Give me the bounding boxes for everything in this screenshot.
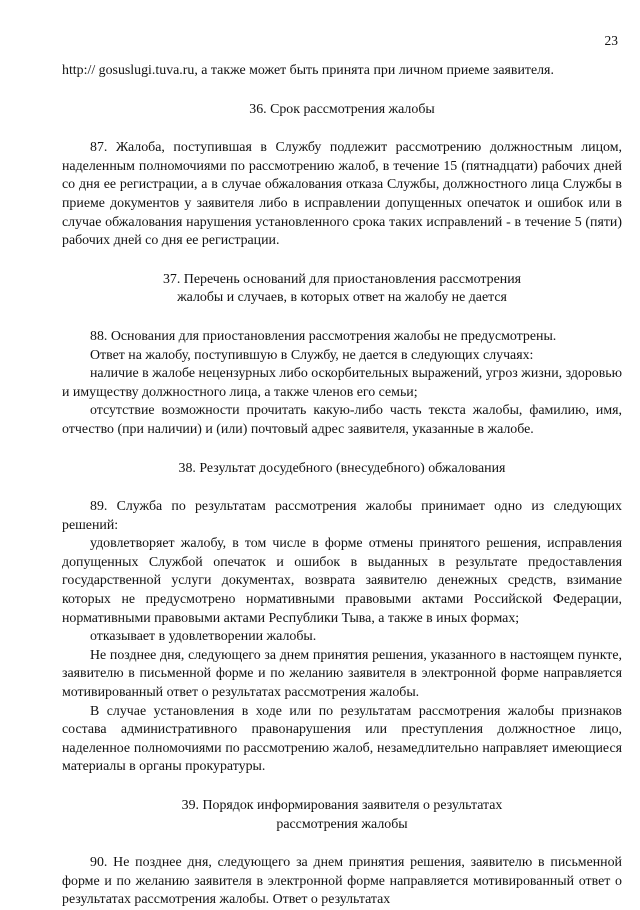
paragraph: Ответ на жалобу, поступившую в Службу, не дается в следующих случаях:: [90, 347, 534, 363]
paragraph: 89. Служба по результатам рассмотрения жалобы принимает одно из следующих решений:: [62, 499, 622, 533]
spacer: [62, 478, 622, 498]
spacer: [62, 308, 622, 328]
document-body: [62, 62, 622, 910]
page-number: 23: [604, 33, 618, 48]
paragraph: Не позднее дня, следующего за днем принятия решения, указанного в настоящем пункте, заявителю в письменной форме и по желанию заявителя в электронной форме направляется мотивированный ответ о результатах рассмотрения жалобы.: [62, 647, 622, 701]
spacer: [62, 251, 622, 271]
spacer: [62, 777, 622, 797]
section-heading: 39. Порядок информирования заявителя о результатах: [181, 798, 503, 813]
paragraph: удовлетворяет жалобу, в том числе в форме отмены принятого решения, исправления допущенных Службой опечаток и ошибок в выданных в результате предоставления государственной услуги документах, возврата заявителю денежных средств, взимание которых не предусмотрено нормативными правовыми актами Российской Федерации, нормативными правовыми актами Республики Тыва, а также в иных формах;: [62, 536, 622, 626]
spacer: [62, 81, 622, 101]
section-heading: рассмотрения жалобы: [276, 816, 408, 832]
paragraph: наличие в жалобе нецензурных либо оскорбительных выражений, угроз жизни, здоровью и имуществу должностного лица, а также членов его семьи;: [62, 366, 622, 400]
paragraph: отсутствие возможности прочитать какую-либо часть текста жалобы, фамилию, имя, отчество (при наличии) и (или) почтовый адрес заявителя, указанные в жалобе.: [62, 403, 622, 437]
paragraph: 87. Жалоба, поступившая в Службу подлежит рассмотрению должностным лицом, наделенным полномочиями по рассмотрению жалоб, в течение 15 (пятнадцати) рабочих дней со дня ее регистрации, а в случае обжалования отказа Службы, должностного лица Службы в приеме документов у заявителя либо в исправлении допущенных опечаток и ошибок или в случае обжалования нарушения установленного срока таких исправлений - в течение 5 (пяти) рабочих дней со дня ее регистрации.: [62, 140, 622, 249]
section-heading: жалобы и случаев, в которых ответ на жалобу не дается: [177, 290, 507, 306]
paragraph: В случае установления в ходе или по результатам рассмотрения жалобы признаков состава административного правонарушения или преступления должностное лицо, наделенное полномочиями по рассмотрению жалоб, незамедлительно направляет имеющиеся материалы в органы прокуратуры.: [62, 703, 622, 775]
paragraph: отказывает в удовлетворении жалобы.: [90, 629, 317, 645]
spacer: [62, 440, 622, 460]
section-heading: 38. Результат досудебного (внесудебного) обжалования: [178, 460, 506, 476]
paragraph: http:// gosuslugi.tuva.ru, а также может быть принята при личном приеме заявителя.: [62, 63, 554, 78]
paragraph: 88. Основания для приостановления рассмотрения жалобы не предусмотрены.: [90, 328, 557, 344]
section-heading: 36. Срок рассмотрения жалобы: [249, 101, 435, 117]
spacer: [62, 834, 622, 854]
section-heading: 37. Перечень оснований для приостановления рассмотрения: [162, 271, 522, 287]
spacer: [62, 119, 622, 139]
paragraph: 90. Не позднее дня, следующего за днем принятия решения, заявителю в письменной форме и по желанию заявителя в электронной форме направляется мотивированный ответ о результатах рассмотрения жалобы. Ответ о результатах: [62, 855, 622, 908]
